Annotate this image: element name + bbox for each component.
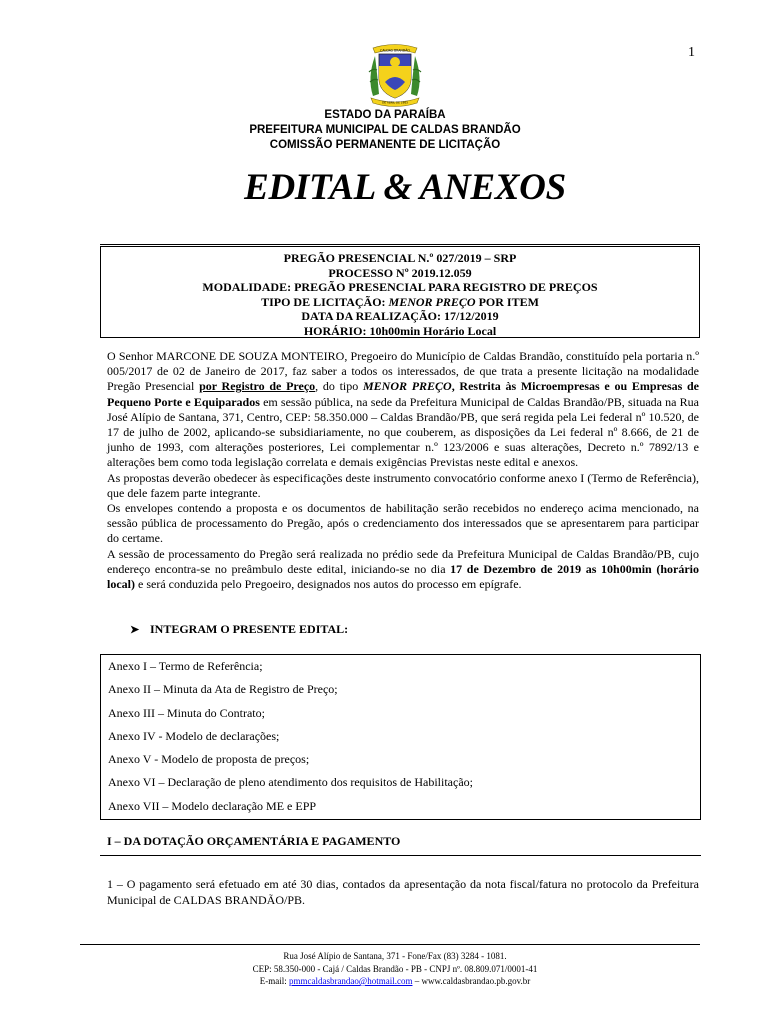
payment-clause: 1 – O pagamento será efetuado em até 30 dias, contados da apresentação da nota fiscal/fatura no protocolo da Prefeitura Municipal de CALDAS BRANDÃO/PB. — [107, 877, 699, 907]
preamble-text — [107, 349, 699, 592]
info-horario: HORÁRIO: 10h00min Horário Local — [303, 323, 497, 338]
annex-item: Anexo VI – Declaração de pleno atendimento dos requisitos de Habilitação; — [108, 775, 473, 790]
info-tipo: TIPO DE LICITAÇÃO: MENOR PREÇO POR ITEM — [261, 294, 539, 309]
arrow-bullet-icon: ➤ — [130, 624, 140, 636]
svg-text:CALDAS BRANDÃO: CALDAS BRANDÃO — [380, 48, 410, 53]
state-name: ESTADO DA PARAÍBA — [324, 109, 446, 121]
annex-item: Anexo III – Minuta do Contrato; — [108, 705, 265, 720]
annex-item: Anexo II – Minuta da Ata de Registro de Preço; — [108, 682, 338, 697]
letterhead — [0, 108, 770, 153]
section-divider — [100, 855, 701, 856]
annex-item: Anexo I – Termo de Referência; — [108, 659, 263, 673]
paragraph-3: Os envelopes contendo a proposta e os documentos de habilitação serão recebidos no endereço acima mencionado, na sessão pública de processamento do Pregão, após o credenciamento dos interessados que se apresentarem para participar do certame. — [107, 501, 699, 546]
svg-text:DE ABRIL DE 1963: DE ABRIL DE 1963 — [382, 100, 408, 105]
bid-info-box — [100, 246, 700, 338]
municipal-crest-logo — [355, 42, 435, 108]
annex-item: Anexo V - Modelo de proposta de preços; — [108, 752, 310, 767]
info-pregao: PREGÃO PRESENCIAL N.º 027/2019 – SRP — [283, 251, 517, 265]
prefecture-name: PREFEITURA MUNICIPAL DE CALDAS BRANDÃO — [249, 124, 521, 136]
annex-item: Anexo IV - Modelo de declarações; — [108, 728, 280, 743]
integram-heading: ➤ INTEGRAM O PRESENTE EDITAL: — [130, 622, 349, 636]
footer-cep: CEP: 58.350-000 - Cajá / Caldas Brandão - PB - CNPJ nº. 08.809.071/0001-41 — [252, 963, 538, 974]
annex-list-box — [100, 654, 701, 820]
annex-list — [108, 659, 473, 822]
commission-name: COMISSÃO PERMANENTE DE LICITAÇÃO — [269, 139, 501, 151]
footer-contact: E-mail: pmmcaldasbrandao@hotmail.com – www.caldasbrandao.pb.gov.br — [259, 976, 531, 986]
info-data: DATA DA REALIZAÇÃO: 17/12/2019 — [301, 309, 499, 323]
email-link[interactable]: pmmcaldasbrandao@hotmail.com — [288, 976, 413, 986]
page-number: 1 — [688, 45, 695, 60]
box-top-rule — [100, 244, 700, 245]
section-title: I – DA DOTAÇÃO ORÇAMENTÁRIA E PAGAMENTO — [107, 834, 401, 848]
info-processo: PROCESSO Nº 2019.12.059 — [328, 265, 472, 280]
page-footer — [0, 950, 770, 988]
document-title: EDITAL & ANEXOS — [244, 167, 566, 208]
footer-address: Rua José Alípio de Santana, 371 - Fone/Fax (83) 3284 - 1081. — [283, 951, 507, 961]
footer-divider — [80, 944, 700, 945]
info-modalidade: MODALIDADE: PREGÃO PRESENCIAL PARA REGISTRO DE PREÇOS — [202, 280, 598, 294]
paragraph-1: O Senhor MARCONE DE SOUZA MONTEIRO, Pregoeiro do Município de Caldas Brandão, constituído pela portaria n.º 005/2017 de 02 de Janeiro de 2017, faz saber a todos os interessados, de que trata a presente licitação na modalidade Pregão Presencial por Registro de Preço, do tipo MENOR PREÇO, Restrita às Microempresas e ou Empresas de Pequeno Porte e Equiparados em sessão pública, na sede da Prefeitura Municipal de Caldas Brandão/PB, situada na Rua José Alípio de Santana, 371, Centro, CEP: 58.350.000 – Caldas Brandão/PB, que será regida pela Lei federal nº 10.520, de 17 de julho de 2002, aplicando-se subsidiariamente, no que couberem, as disposições da Lei federal nº 8.666, de 21 de junho de 1993, com alterações posteriores, Lei complementar n.º 123/2006 e suas alterações, Decreto n.º 7892/13 e alterações bem como toda legislação correlata e demais exigências Previstas neste edital e anexos. — [107, 349, 699, 470]
paragraph-4: A sessão de processamento do Pregão será realizada no prédio sede da Prefeitura Municipal de Caldas Brandão/PB, cujo endereço encontra-se no preâmbulo deste edital, iniciando-se no dia 17 de Dezembro de 2019 as 10h00min (horário local) e será conduzida pelo Pregoeiro, designados nos autos do processo em epígrafe. — [107, 546, 699, 592]
paragraph-2: As propostas deverão obedecer às especificações deste instrumento convocatório conforme anexo I (Termo de Referência), que dele fazem parte integrante. — [107, 470, 699, 500]
annex-item: Anexo VII – Modelo declaração ME e EPP — [108, 798, 317, 813]
